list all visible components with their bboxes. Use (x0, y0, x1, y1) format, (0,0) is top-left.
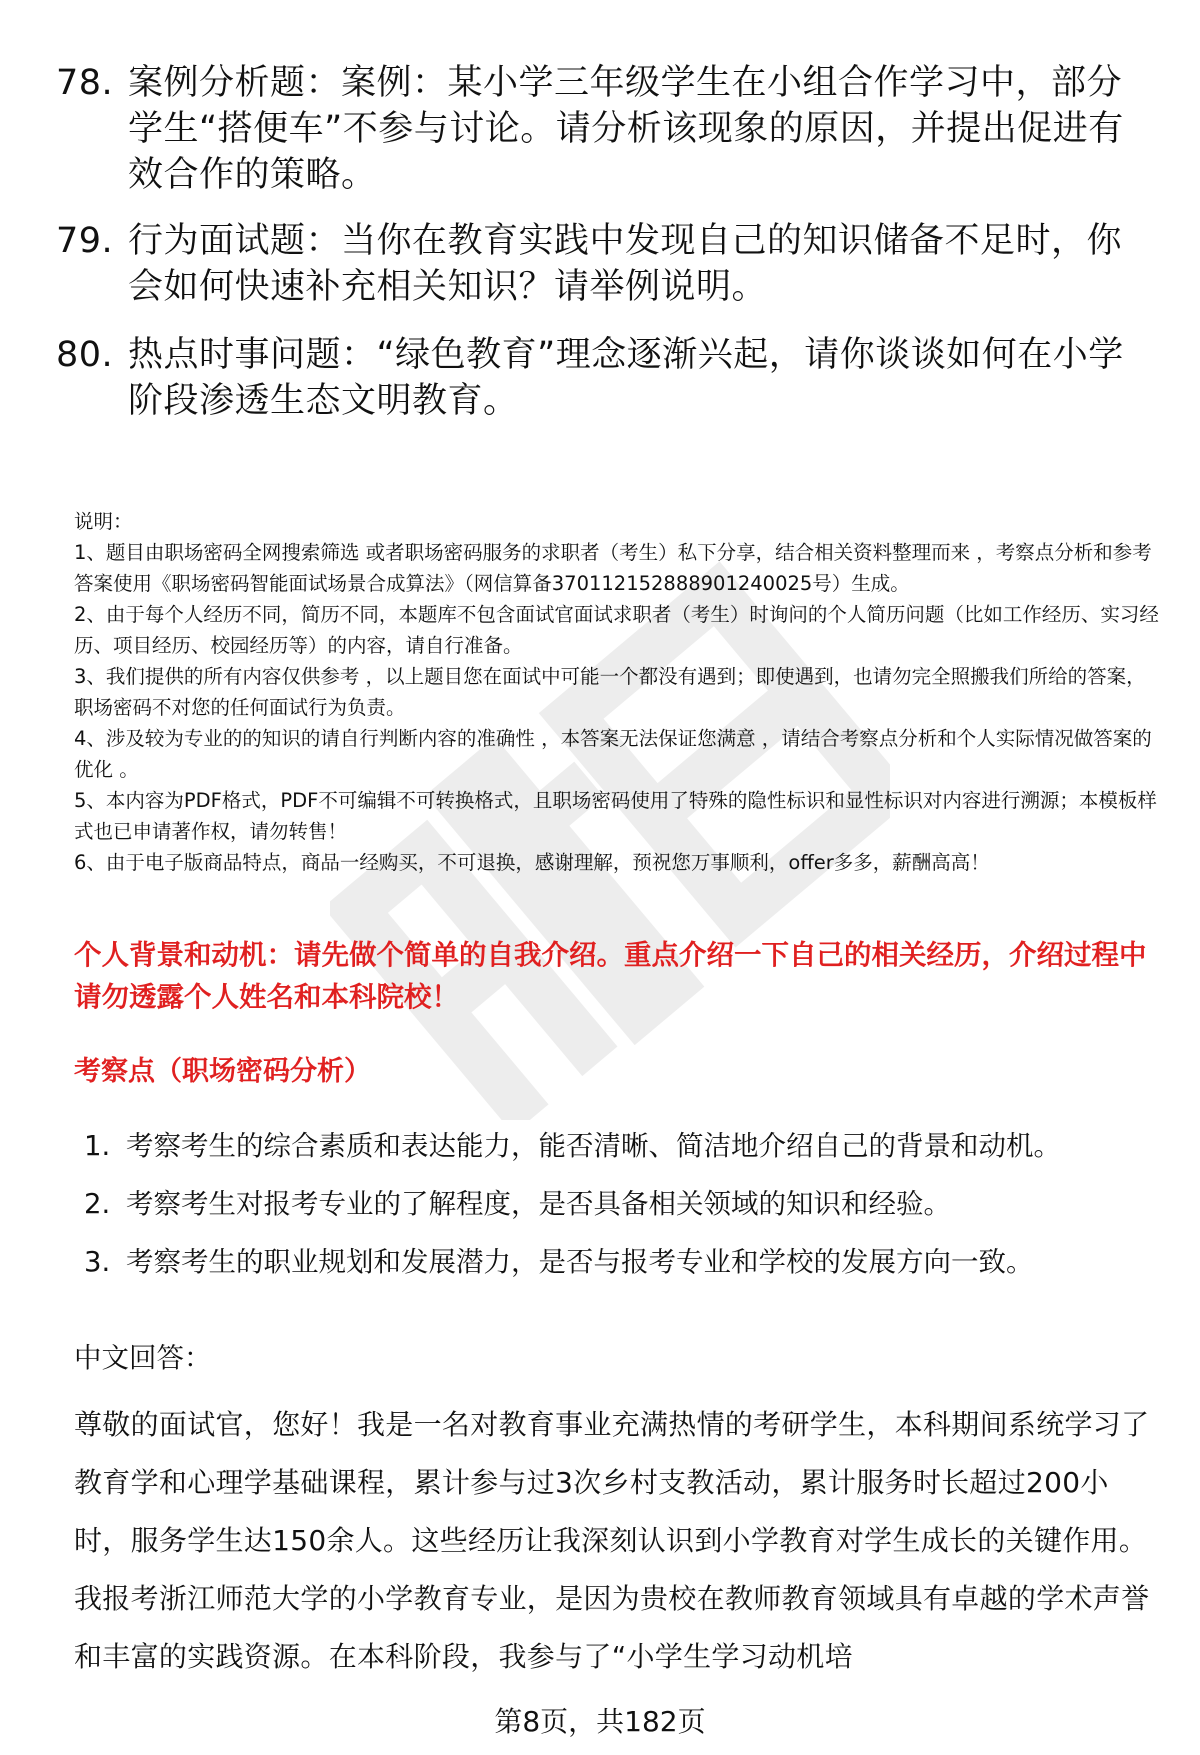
question-text: 行为面试题：当你在教育实践中发现自己的知识储备不足时，你会如何快速补充相关知识？请举例说明。 (128, 221, 1123, 307)
question-number: 79. (56, 221, 114, 261)
note-item: 5、本内容为PDF格式，PDF不可编辑不可转换格式，且职场密码使用了特殊的隐性标识和显性标识对内容进行溯源；本模板样式也已申请著作权，请勿转售！ (74, 789, 1157, 843)
question-text: 热点时事问题：“绿色教育”理念逐渐兴起，请你谈谈如何在小学阶段渗透生态文明教育。 (128, 335, 1124, 421)
question-80 (56, 332, 1146, 424)
point-number: 2. (84, 1188, 111, 1220)
note-item: 6、由于电子版商品特点，商品一经购买，不可退换，感谢理解，预祝您万事顺利，offer多多，薪酬高高！ (74, 851, 990, 874)
question-79 (56, 218, 1146, 310)
featured-question: 个人背景和动机：请先做个简单的自我介绍。重点介绍一下自己的相关经历，介绍过程中请勿透露个人姓名和本科院校！ (74, 939, 1147, 1013)
note-item: 4、涉及较为专业的的知识的请自行判断内容的准确性 ，本答案无法保证您满意 ，请结合考察点分析和个人实际情况做答案的优化 。 (74, 727, 1152, 781)
point-text: 考察考生对报考专业的了解程度，是否具备相关领域的知识和经验。 (126, 1188, 951, 1220)
analysis-points (74, 1126, 1164, 1300)
question-78 (56, 60, 1146, 198)
question-text: 案例分析题：案例：某小学三年级学生在小组合作学习中，部分学生“搭便车”不参与讨论。请分析该现象的原因，并提出促进有效合作的策略。 (128, 63, 1124, 195)
answer-text: 尊敬的面试官，您好！我是一名对教育事业充满热情的考研学生，本科期间系统学习了教育学和心理学基础课程，累计参与过3次乡村支教活动，累计服务时长超过200小时，服务学生达150余人。这些经历让我深刻认识到小学教育对学生成长的关键作用。我报考浙江师范大学的小学教育专业，是因为贵校在教师教育领域具有卓越的学术声誉和丰富的实践资源。在本科阶段，我参与了“小学生学习动机培 (74, 1408, 1150, 1673)
note-item: 1、题目由职场密码全网搜索筛选 或者职场密码服务的求职者（考生）私下分享，结合相关资料整理而来 ，考察点分析和参考答案使用《职场密码智能面试场景合成算法》（网信算备370112152888901240025号）生成。 (74, 541, 1152, 595)
point-text: 考察考生的综合素质和表达能力，能否清晰、简洁地介绍自己的背景和动机。 (126, 1130, 1061, 1162)
point-number: 3. (84, 1246, 111, 1278)
analysis-point (74, 1184, 1164, 1242)
notes-title: 说明： (74, 510, 133, 533)
disclaimer-notes (74, 506, 1164, 878)
analysis-point (74, 1242, 1164, 1300)
note-item: 2、由于每个人经历不同，简历不同，本题库不包含面试官面试求职者（考生）时询问的个人简历问题（比如工作经历、实习经历、项目经历、校园经历等）的内容，请自行准备。 (74, 603, 1159, 657)
analysis-heading: 考察点（职场密码分析） (74, 1056, 371, 1087)
point-text: 考察考生的职业规划和发展潜力，是否与报考专业和学校的发展方向一致。 (126, 1246, 1034, 1278)
analysis-point (74, 1126, 1164, 1184)
point-number: 1. (84, 1130, 111, 1162)
question-number: 78. (56, 63, 114, 103)
question-number: 80. (56, 335, 114, 375)
page-footer: 第8页，共182页 (494, 1705, 706, 1738)
answer-label: 中文回答： (74, 1342, 212, 1374)
note-item: 3、我们提供的所有内容仅供参考 ，以上题目您在面试中可能一个都没有遇到；即使遇到，也请勿完全照搬我们所给的答案，职场密码不对您的任何面试行为负责。 (74, 665, 1146, 719)
